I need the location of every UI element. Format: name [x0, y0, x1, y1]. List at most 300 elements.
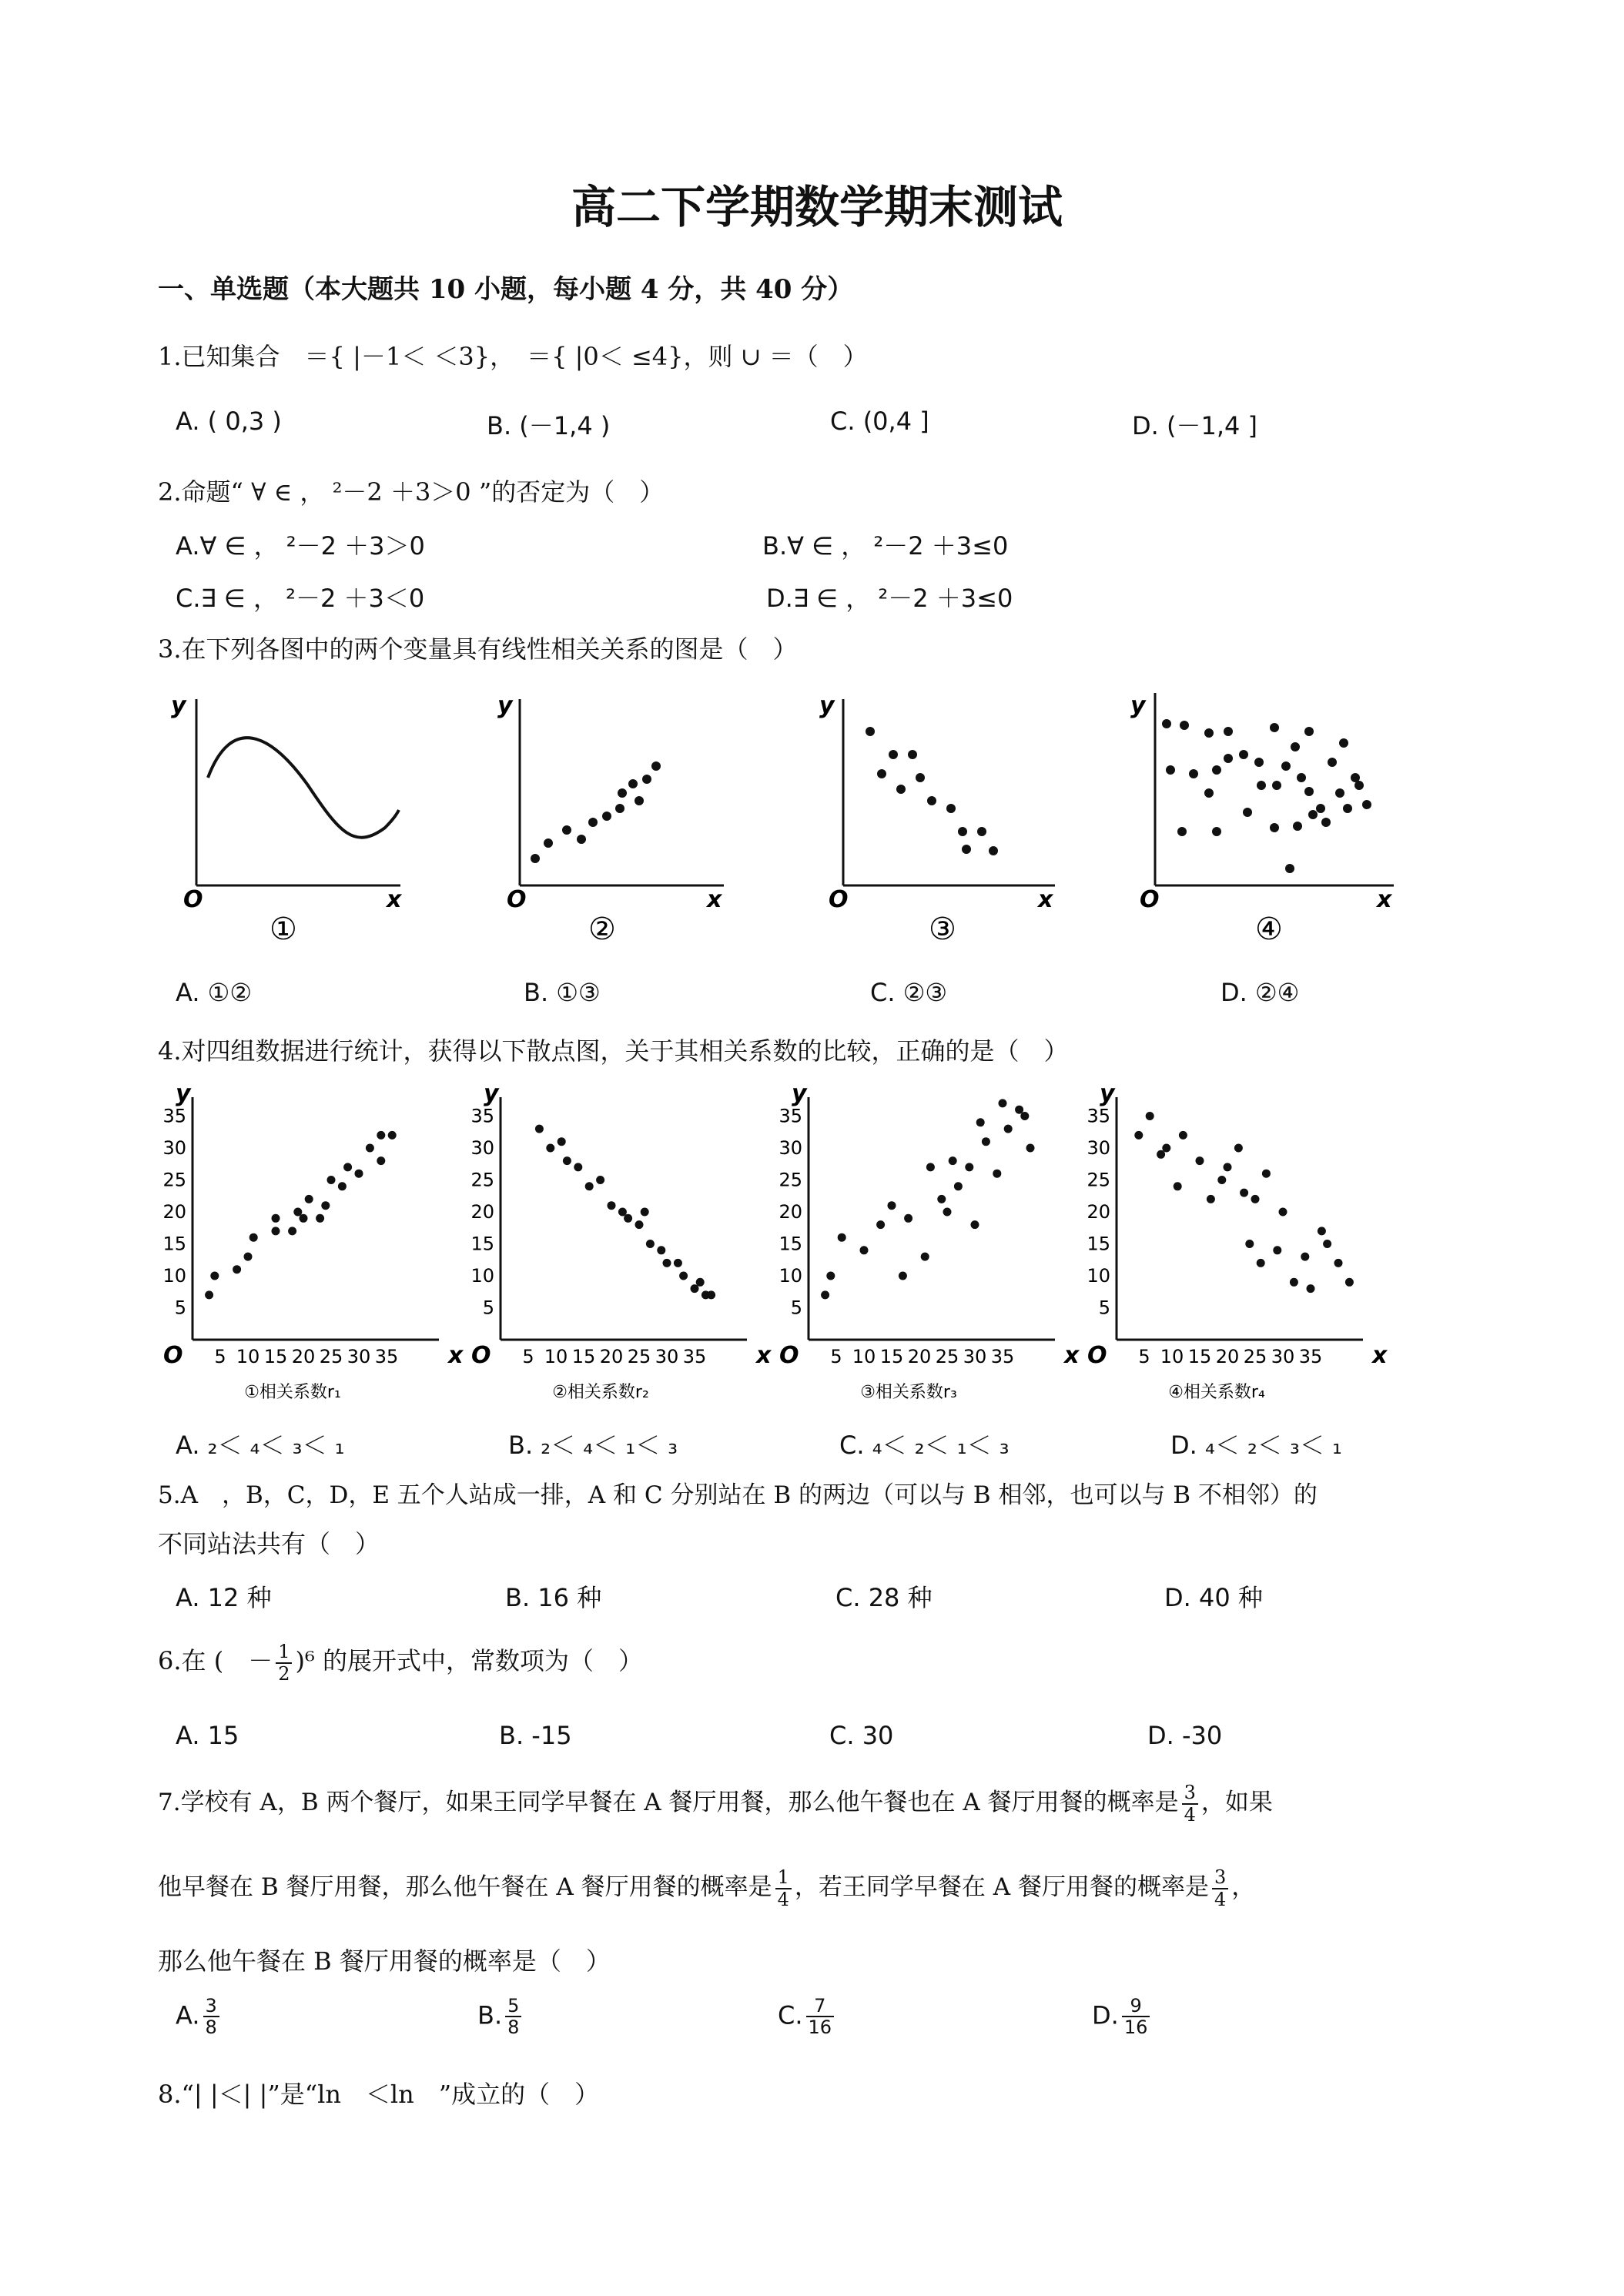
q3-figures	[154, 685, 1401, 947]
q4-point	[585, 1182, 594, 1190]
q4-y-tick: 30	[162, 1137, 186, 1159]
question-7-line3: 那么他午餐在 B 餐厅用餐的概率是（ ）	[158, 1946, 611, 1976]
q4-point	[249, 1233, 258, 1242]
q3-fig3-point	[958, 827, 967, 836]
q4-point	[366, 1144, 374, 1153]
q4-point	[1301, 1253, 1309, 1261]
q3-fig4-point	[1224, 727, 1233, 736]
q4-point	[876, 1220, 885, 1229]
q4-option-d[interactable]: D. ₄＜ ₂＜ ₃＜ ₁	[1170, 1431, 1342, 1460]
q4-option-b[interactable]: B. ₂＜ ₄＜ ₁＜ ₃	[508, 1431, 678, 1460]
q3-fig4-point	[1362, 800, 1371, 809]
q4-y-tick: 25	[162, 1169, 186, 1191]
q1-option-d[interactable]: D. (－1,4 ]	[1132, 411, 1258, 440]
q7-option-c[interactable]	[778, 1996, 837, 2038]
q4-plot-4	[1087, 1086, 1388, 1402]
q2-option-a[interactable]: A.∀ ∈ ， ²－2 ＋3＞0	[176, 531, 425, 561]
q4-origin: O	[779, 1342, 799, 1369]
q4-y-tick: 5	[790, 1297, 802, 1319]
q4-x-tick: 30	[347, 1346, 371, 1367]
q4-origin: O	[1087, 1342, 1107, 1369]
q3-fig2-point	[531, 854, 540, 863]
q4-point	[965, 1163, 973, 1171]
q7-d-num: 9	[1122, 1996, 1150, 2017]
q3-fig1-curve	[208, 738, 399, 838]
question-5-stem-line1: 5.A ，B，C，D，E 五个人站成一排，A 和 C 分别站在 B 的两边（可以与 B 相邻，也可以与 B 不相邻）的	[158, 1481, 1318, 1509]
q4-y-tick: 15	[779, 1233, 802, 1255]
q1-option-b[interactable]: B. (－1,4 )	[487, 411, 611, 440]
q4-point	[205, 1290, 213, 1299]
q3-option-a[interactable]: A. ①②	[176, 978, 253, 1007]
q3-fig3-point	[927, 796, 936, 805]
q4-point	[937, 1195, 946, 1203]
q4-x-tick: 25	[1243, 1346, 1267, 1367]
q3-fig1-origin: O	[183, 886, 203, 913]
q4-point	[618, 1208, 627, 1217]
q3-fig3-point	[989, 846, 998, 855]
q3-fig4-point	[1180, 721, 1189, 730]
q4-y-tick: 30	[779, 1137, 802, 1159]
q4-plot-1	[162, 1086, 464, 1402]
q4-point	[646, 1240, 655, 1248]
q4-point	[1345, 1278, 1354, 1287]
q4-point	[657, 1246, 665, 1254]
q4-point	[624, 1214, 632, 1223]
q3-fig4-point	[1304, 787, 1314, 796]
q3-fig1-x-label: x	[387, 886, 402, 913]
q3-fig4-point	[1321, 818, 1331, 827]
q7-l1-fraction	[1182, 1782, 1198, 1825]
q6-option-b[interactable]: B. -15	[499, 1721, 572, 1750]
page-title: 高二下学期数学期末测试	[571, 181, 1063, 233]
q4-point	[982, 1137, 990, 1146]
q3-fig3-y-label: y	[819, 692, 835, 719]
q7-option-d[interactable]	[1092, 1996, 1153, 2038]
q3-fig4-points	[1162, 719, 1371, 873]
q4-point	[327, 1176, 336, 1184]
q4-point	[707, 1290, 715, 1299]
q3-fig2-point	[577, 835, 586, 844]
question-7-line2	[158, 1867, 1255, 1909]
q3-fig2-point	[544, 838, 553, 848]
q4-y-tick: 35	[1087, 1105, 1110, 1127]
q4-point	[1196, 1156, 1204, 1165]
q3-fig4-point	[1239, 750, 1248, 759]
q4-x-tick: 5	[1138, 1346, 1150, 1367]
q3-fig4-point	[1343, 804, 1352, 813]
question-8-stem: 8.“| |＜| |”是“ln ＜ln ”成立的（ ）	[158, 2080, 600, 2109]
q4-point	[1323, 1240, 1331, 1248]
q3-fig4-point	[1243, 808, 1252, 817]
q3-fig4-point	[1204, 728, 1214, 738]
q7-option-c-label: C.	[778, 2000, 803, 2030]
q4-point	[679, 1272, 688, 1280]
q4-point	[321, 1201, 330, 1210]
q4-y-tick: 10	[1087, 1265, 1110, 1287]
q6-option-d[interactable]: D. -30	[1147, 1721, 1223, 1750]
q4-point	[1020, 1112, 1029, 1120]
q4-x-tick: 25	[319, 1346, 343, 1367]
q4-y-tick: 30	[470, 1137, 494, 1159]
q5-option-b[interactable]: B. 16 种	[505, 1583, 602, 1612]
question-1-stem: 1.已知集合 ＝{ |－1＜ ＜3}， ＝{ |0＜ ≤4}，则 ∪ ＝（ ）	[158, 342, 868, 371]
q3-fig4-y-label: y	[1130, 692, 1146, 719]
q3-fig4-point	[1204, 788, 1214, 798]
q4-point	[1307, 1284, 1315, 1293]
q4-y-tick: 10	[779, 1265, 802, 1287]
q3-figure-3	[819, 692, 1055, 947]
q4-x-tick: 30	[655, 1346, 679, 1367]
q4-point	[293, 1208, 302, 1217]
q4-x-tick: 10	[852, 1346, 876, 1367]
q4-y-label: y	[176, 1086, 191, 1107]
q4-point	[1224, 1163, 1232, 1171]
q3-figure-2	[497, 692, 724, 947]
q4-point	[921, 1253, 929, 1261]
q7-l2-den1: 4	[777, 1888, 789, 1910]
q4-x-tick: 35	[990, 1346, 1015, 1367]
q4-point	[1240, 1189, 1248, 1197]
q3-fig4-point	[1285, 864, 1294, 873]
q4-point	[954, 1182, 963, 1190]
q4-point	[1162, 1144, 1170, 1153]
q6-option-c[interactable]: C. 30	[829, 1721, 894, 1750]
q4-option-a[interactable]: A. ₂＜ ₄＜ ₃＜ ₁	[176, 1431, 345, 1460]
q4-x-tick: 30	[963, 1346, 987, 1367]
q3-fig1-caption: ①	[270, 912, 297, 947]
q4-origin: O	[163, 1342, 183, 1369]
q6-frac-den: 2	[278, 1662, 290, 1685]
q4-y-label: y	[792, 1086, 807, 1107]
q3-fig2-point	[642, 775, 651, 784]
q4-y-tick: 25	[779, 1169, 802, 1191]
q3-fig2-point	[588, 818, 598, 827]
q4-point	[691, 1284, 699, 1293]
q3-figure-4	[1130, 692, 1394, 947]
q3-fig2-point	[618, 788, 627, 798]
q4-y-tick: 20	[1087, 1201, 1110, 1223]
q4-point	[343, 1163, 352, 1171]
q7-l2-mid: ，若王同学早餐在 A 餐厅用餐的概率是	[794, 1873, 1209, 1901]
q4-plot-3	[779, 1086, 1080, 1402]
q4-caption-1: ①相关系数r₁	[244, 1383, 341, 1402]
q3-fig4-point	[1335, 788, 1344, 798]
q4-y-tick: 15	[470, 1233, 494, 1255]
q4-y-tick: 20	[162, 1201, 186, 1223]
q4-x-tick: 20	[1215, 1346, 1240, 1367]
q4-point	[233, 1265, 241, 1274]
q4-x-tick: 15	[263, 1346, 288, 1367]
q3-fig4-point	[1162, 719, 1171, 728]
q3-fig4-point	[1281, 761, 1291, 771]
q4-point	[641, 1208, 649, 1217]
q4-point	[305, 1195, 313, 1203]
q4-point	[355, 1170, 363, 1178]
q7-l2-fraction-2	[1212, 1867, 1228, 1909]
q3-fig3-point	[877, 769, 886, 778]
q4-point	[993, 1170, 1001, 1178]
q4-x-label: x	[448, 1342, 464, 1369]
q4-point	[546, 1144, 554, 1153]
q4-y-tick: 30	[1087, 1137, 1110, 1159]
q4-y-tick: 20	[470, 1201, 494, 1223]
q4-point	[574, 1163, 582, 1171]
q4-x-tick: 5	[522, 1346, 534, 1367]
q4-y-tick: 35	[779, 1105, 802, 1127]
q4-point	[608, 1201, 616, 1210]
q3-fig2-point	[615, 804, 624, 813]
q3-fig2-point	[562, 825, 571, 835]
q7-option-a-label: A.	[176, 2000, 200, 2030]
q4-point	[821, 1290, 829, 1299]
q3-figure-1	[171, 692, 403, 947]
q4-point	[943, 1208, 952, 1217]
q3-fig4-point	[1254, 758, 1264, 767]
q7-option-d-fraction	[1122, 1996, 1150, 2038]
q3-option-b[interactable]: B. ①③	[524, 978, 601, 1007]
q4-y-tick: 25	[470, 1169, 494, 1191]
q4-point	[976, 1118, 985, 1126]
q7-option-b[interactable]	[477, 1996, 524, 2038]
question-6-stem	[158, 1642, 643, 1684]
q3-fig4-caption: ④	[1255, 912, 1283, 947]
q4-y-tick: 35	[470, 1105, 494, 1127]
q4-point	[1234, 1144, 1243, 1153]
q3-option-c[interactable]: C. ②③	[870, 978, 948, 1007]
q4-point	[1157, 1150, 1165, 1159]
q4-point	[272, 1227, 280, 1235]
question-4-stem: 4.对四组数据进行统计，获得以下散点图，关于其相关系数的比较，正确的是（ ）	[158, 1036, 1069, 1066]
q3-fig4-point	[1304, 727, 1314, 736]
q4-x-tick: 15	[1187, 1346, 1212, 1367]
q4-point	[1290, 1278, 1298, 1287]
q4-point	[663, 1259, 671, 1267]
q4-point	[244, 1253, 253, 1261]
q4-x-tick: 25	[935, 1346, 959, 1367]
q4-point	[535, 1125, 544, 1133]
q3-fig3-x-label: x	[1038, 886, 1053, 913]
q3-fig3-point	[946, 804, 956, 813]
q4-point	[1026, 1144, 1035, 1153]
q3-fig3-point	[908, 750, 917, 759]
q4-x-tick: 15	[879, 1346, 904, 1367]
q7-d-den: 16	[1123, 2017, 1148, 2039]
q3-fig4-point	[1297, 773, 1306, 782]
q4-y-tick: 10	[470, 1265, 494, 1287]
q4-x-tick: 10	[236, 1346, 260, 1367]
q7-l1-num: 3	[1182, 1782, 1198, 1804]
q4-point	[674, 1259, 682, 1267]
q3-fig1-y-label: y	[171, 692, 186, 719]
q4-point	[1146, 1112, 1154, 1120]
q4-x-tick: 15	[571, 1346, 596, 1367]
q3-fig4-point	[1308, 810, 1318, 819]
q4-point	[1273, 1246, 1281, 1254]
q3-fig4-point	[1166, 765, 1175, 775]
q7-c-num: 7	[806, 1996, 835, 2017]
q4-x-tick: 20	[599, 1346, 624, 1367]
q3-fig2-origin: O	[507, 886, 527, 913]
q4-origin: O	[471, 1342, 491, 1369]
q4-y-tick: 25	[1087, 1169, 1110, 1191]
q7-l1-den: 4	[1184, 1803, 1196, 1826]
q4-y-tick: 15	[1087, 1233, 1110, 1255]
q4-x-tick: 35	[1298, 1346, 1323, 1367]
q6-stem-pre: 6.在 ( －	[158, 1646, 273, 1675]
q4-y-tick: 5	[482, 1297, 494, 1319]
q7-l1-pre: 7.学校有 A，B 两个餐厅，如果王同学早餐在 A 餐厅用餐，那么他午餐也在 A 餐厅用餐的概率是	[158, 1789, 1179, 1816]
q4-point	[971, 1220, 979, 1229]
q7-l2-fraction-1	[775, 1867, 792, 1909]
q4-x-tick: 35	[682, 1346, 707, 1367]
q3-fig4-point	[1212, 827, 1221, 836]
q4-point	[1334, 1259, 1343, 1267]
q3-fig2-point	[628, 779, 638, 788]
q1-option-a[interactable]: A. ( 0,3 )	[176, 407, 282, 436]
q7-c-den: 16	[808, 2017, 832, 2039]
q4-point	[888, 1201, 896, 1210]
q6-frac-num: 1	[276, 1642, 292, 1663]
q4-caption-4: ④相关系数r₄	[1168, 1383, 1265, 1402]
q3-fig4-point	[1354, 781, 1364, 790]
q4-point	[377, 1156, 385, 1165]
q4-point	[1245, 1240, 1254, 1248]
q3-fig2-point	[651, 761, 661, 771]
q4-point	[388, 1131, 397, 1140]
q7-l2-pre: 他早餐在 B 餐厅用餐，那么他午餐在 A 餐厅用餐的概率是	[158, 1873, 772, 1901]
q4-point	[272, 1214, 280, 1223]
q7-l2-post: ，	[1231, 1873, 1256, 1901]
q4-point	[288, 1227, 296, 1235]
q3-fig4-x-label: x	[1377, 886, 1392, 913]
q4-y-tick: 35	[162, 1105, 186, 1127]
q3-fig3-point	[916, 773, 925, 782]
q3-option-d[interactable]: D. ②④	[1221, 978, 1300, 1007]
q5-option-d[interactable]: D. 40 种	[1164, 1583, 1263, 1612]
q3-fig4-point	[1291, 742, 1300, 751]
q3-fig3-point	[889, 750, 898, 759]
q4-point	[1262, 1170, 1271, 1178]
q7-option-d-label: D.	[1092, 2000, 1119, 2030]
q4-point	[860, 1246, 869, 1254]
q4-point	[838, 1233, 846, 1242]
q4-point	[949, 1156, 957, 1165]
q4-point	[1251, 1195, 1260, 1203]
q7-l2-den2: 4	[1214, 1888, 1227, 1910]
q4-point	[696, 1278, 705, 1287]
q3-fig4-point	[1293, 822, 1302, 831]
q3-fig3-caption: ③	[929, 912, 956, 947]
q4-x-tick: 5	[830, 1346, 842, 1367]
q4-x-tick: 10	[1160, 1346, 1184, 1367]
q7-option-c-fraction	[806, 1996, 835, 2038]
q4-x-label: x	[1064, 1342, 1080, 1369]
q3-fig4-point	[1328, 758, 1337, 767]
q7-a-den: 8	[205, 2017, 217, 2039]
q5-option-c[interactable]: C. 28 种	[835, 1583, 933, 1612]
question-5-stem-line2: 不同站法共有（ ）	[158, 1529, 380, 1558]
q4-point	[635, 1220, 644, 1229]
q7-a-num: 3	[203, 1996, 219, 2017]
q2-option-d[interactable]: D.∃ ∈ ， ²－2 ＋3≤0	[766, 584, 1013, 613]
q2-option-c[interactable]: C.∃ ∈ ， ²－2 ＋3＜0	[176, 584, 425, 613]
q3-fig4-point	[1189, 769, 1198, 778]
section-heading: 一、单选题（本大题共 10 小题，每小题 4 分，共 40 分）	[158, 274, 854, 305]
q4-caption-3: ③相关系数r₃	[860, 1383, 957, 1402]
q4-point	[999, 1099, 1007, 1107]
q5-option-a[interactable]: A. 12 种	[176, 1583, 272, 1612]
q3-fig2-x-label: x	[707, 886, 722, 913]
q3-fig2-points	[531, 761, 661, 863]
q4-x-tick: 30	[1271, 1346, 1295, 1367]
q7-option-b-label: B.	[477, 2000, 503, 2030]
q4-point	[1207, 1195, 1215, 1203]
q3-fig3-point	[866, 727, 875, 736]
q4-y-tick: 15	[162, 1233, 186, 1255]
q4-point	[563, 1156, 571, 1165]
q4-point	[1279, 1208, 1287, 1217]
q4-x-label: x	[756, 1342, 772, 1369]
q4-y-label: y	[484, 1086, 499, 1107]
q3-fig3-points	[866, 727, 998, 855]
q3-fig4-point	[1270, 823, 1279, 832]
q4-point	[338, 1182, 347, 1190]
question-2-stem: 2.命题“ ∀ ∈ ， ²－2 ＋3＞0 ”的否定为（ ）	[158, 477, 665, 507]
q4-x-tick: 35	[374, 1346, 399, 1367]
q4-x-tick: 10	[544, 1346, 568, 1367]
q2-option-b[interactable]: B.∀ ∈ ， ²－2 ＋3≤0	[762, 531, 1009, 561]
q4-point	[1015, 1106, 1023, 1114]
q7-l2-num2: 3	[1212, 1867, 1228, 1889]
q3-fig4-point	[1272, 781, 1281, 790]
q4-point	[1004, 1125, 1013, 1133]
q4-y-tick: 20	[779, 1201, 802, 1223]
q6-option-a[interactable]: A. 15	[176, 1721, 239, 1750]
q4-point	[558, 1137, 566, 1146]
q4-point	[899, 1272, 907, 1280]
q3-fig4-point	[1224, 754, 1233, 763]
q6-stem-post: )⁶ 的展开式中，常数项为（ ）	[295, 1646, 643, 1675]
q4-point	[1179, 1131, 1187, 1140]
q3-fig2-caption: ②	[588, 912, 616, 947]
q3-fig4-origin: O	[1140, 886, 1160, 913]
q3-fig3-point	[962, 845, 971, 854]
q3-fig4-point	[1257, 781, 1266, 790]
q4-x-label: x	[1372, 1342, 1388, 1369]
q7-l2-num1: 1	[775, 1867, 792, 1889]
q4-x-tick: 5	[214, 1346, 226, 1367]
q3-fig2-point	[635, 796, 644, 805]
q4-x-tick: 25	[627, 1346, 651, 1367]
q4-y-tick: 5	[174, 1297, 186, 1319]
q4-point	[1257, 1259, 1265, 1267]
q7-b-num: 5	[505, 1996, 521, 2017]
q4-y-tick: 5	[1098, 1297, 1110, 1319]
q3-fig4-point	[1339, 738, 1348, 748]
q1-option-c[interactable]: C. (0,4 ]	[830, 407, 929, 436]
q3-fig3-point	[896, 785, 906, 794]
q4-x-tick: 20	[907, 1346, 932, 1367]
q4-option-c[interactable]: C. ₄＜ ₂＜ ₁＜ ₃	[839, 1431, 1010, 1460]
q4-caption-2: ②相关系数r₂	[552, 1383, 649, 1402]
q4-point	[316, 1214, 324, 1223]
q7-b-den: 8	[507, 2017, 520, 2039]
q7-option-a[interactable]	[176, 1996, 223, 2038]
q4-point	[926, 1163, 935, 1171]
q4-point	[1318, 1227, 1326, 1235]
q4-point	[1217, 1176, 1226, 1184]
q4-y-tick: 10	[162, 1265, 186, 1287]
